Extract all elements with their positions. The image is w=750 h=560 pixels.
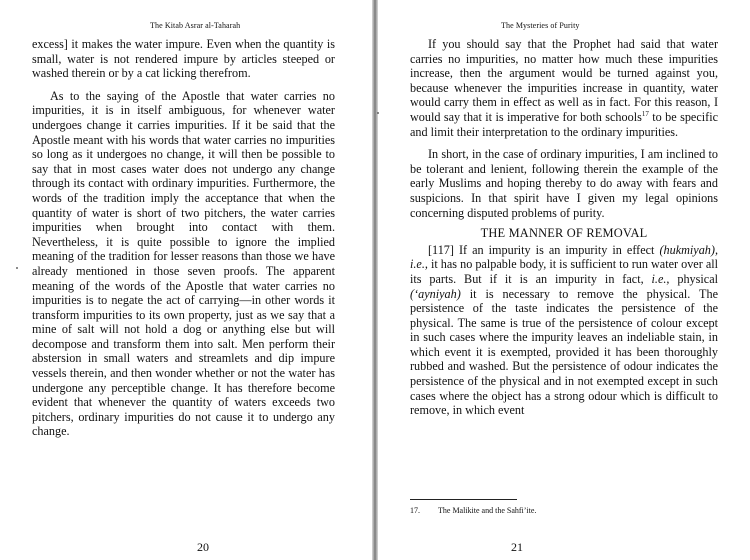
left-paragraph-2: As to the saying of the Apostle that water carries no impurities, it is in itself ambiguous, for whenever water undergoes change it carries impurities. If it be said that the Apostle meant with his words that water carries no impurities so long as it undergoes no change, it will then be possible to say that in most cases water does not undergo any change through its contact with ordinary impurities. Furthermore, the words of the tradition imply the acceptance that when the quantity of water is short of two pitchers, the water carries impurities when brought into contact with them. Nevertheless, it is quite possible to ignore the implied meaning of the tradition for lesser reasons than those we have already mentioned in those seven proofs. The apparent meaning of the words of the Apostle that water carries no impurities is to negate the act of carrying—in other words it transform impurities to its own property, just as we say that a mine of salt will not hold a dog or anything else but will decompose and transform them into salt. Men perform their abstersion in small waters and streamlets and dip impure vessels therein, and then wonder whether or not the water has undergone any perceptible change. It has therefore become evident that whenever the quantity of waters exceeds two pitchers, ordinary impurities do not cause it to undergo any change. [32,88,335,439]
paragraph-number: [117] [428,242,454,257]
left-page-number: 20 [197,540,209,554]
footnote [410,506,536,515]
right-body-text [410,37,718,418]
footnote-text: The Malikite and the Sahfi’ite. [438,506,537,515]
right-paragraph-1 [410,37,718,139]
right-paragraph-1-text-a: If you should say that the Prophet had said that water carries no impurities, no matter how much these impurities increase, then the argument would be turned against you, because whenever the impurities increase in quantity, water would carry them in effect as well as in fact. For this reason, I would say that it is imperative for both schools [410,37,718,124]
left-body-text [32,37,335,439]
paragraph-3-segment: If an impurity is an impurity in effect [453,242,660,257]
left-page [0,0,372,560]
scan-speck [16,267,18,269]
right-page [378,0,750,560]
right-page-number: 21 [511,540,523,554]
term-ie: i.e., [651,271,670,286]
footnote-number: 17. [410,506,420,515]
term-ayniyah: (‘ayniyah) [410,286,461,301]
left-paragraph-1: excess] it makes the water impure. Even when the quantity is small, water is not rendered impure by articles steeped or washed therein or by a cat licking therefrom. [32,37,335,81]
footnote-rule [410,499,517,500]
paragraph-3-segment: physical [669,271,718,286]
paragraph-3-segment: it has no palpable body, it is sufficient to run water over all its parts. But if it is an impurity in fact, [410,257,718,286]
right-paragraph-3 [410,243,718,418]
left-running-head: The Kitab Asrar al-Taharah [150,21,241,30]
right-paragraph-1-text-b: to be specific and limit their interpretation to the ordinary impurities. [410,109,718,139]
right-paragraph-2: In short, in the case of ordinary impurities, I am inclined to be tolerant and lenient, following therein the example of the early Muslims and hoping thereby to do away with fears and suspicions. In that spirit have I given my legal opinions concerning disputed problems of purity. [410,147,718,220]
footnote-reference-17: 17 [641,109,649,118]
paragraph-3-segment: it is necessary to remove the physical. The persistence of the taste indicates the persistence of the physical. The same is true of the persistence of colour except in such cases where the impurity leaves an indeliable stain, in which event it is exempted, provided it has been thoroughly rubbed and washed. But the persistence of odour indicates the persistence of the physical and in not exempted except in such cases where the object has a strong odour which is difficult to remove, in which event [410,286,718,418]
right-running-head: The Mysteries of Purity [501,21,580,30]
section-heading: THE MANNER OF REMOVAL [480,226,648,241]
term-hukmiyah: (hukmiyah), i.e., [410,242,718,272]
